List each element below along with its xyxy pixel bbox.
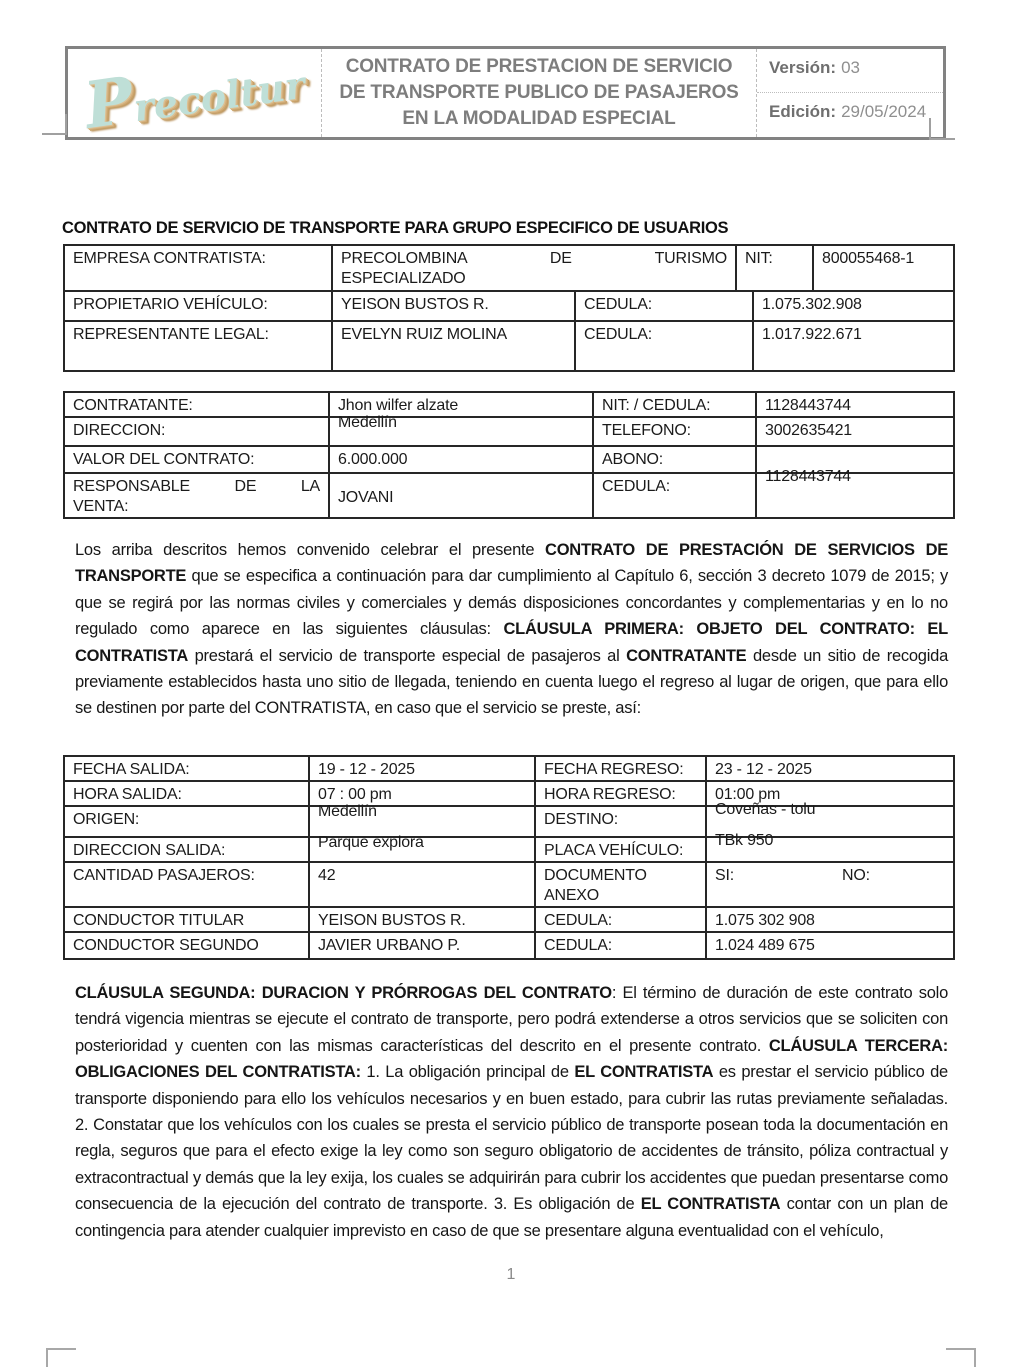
- version-row: [757, 49, 943, 93]
- version-label: Versión:: [769, 58, 837, 77]
- field-value: YEISON BUSTOS R.: [310, 908, 536, 931]
- intro-paragraph: Los arriba descritos hemos convenido celebrar el presente CONTRATO DE PRESTACIÓN DE SERVICIOS DE TRANSPORTE que se especifica a continuación para dar cumplimiento al Capítulo 6, sección 3 decreto 1079 de 2015; y que se regirá por las normas civiles y comerciales y demás disposiciones concordantes y complementarias y en lo no regulado como aparece en las siguientes cláusulas: CLÁUSULA PRIMERA: OBJETO DEL CONTRATO: EL CONTRATISTA prestará el servicio de transporte especial de pasajeros al CONTRATANTE desde un sitio de recogida previamente establecidos hasta uno sitio de llegada, teniendo en cuenta luego el regreso al lugar de origen, que para ello se destinen por parte del CONTRATISTA, en caso que el servicio se preste, así:: [75, 541, 949, 718]
- field-value: 1.075.302.908: [762, 296, 862, 313]
- title-line-1: CONTRATO DE PRESTACION DE SERVICIO: [345, 56, 733, 77]
- field-label: PLACA VEHÍCULO:: [536, 838, 707, 861]
- version-value: 03: [841, 58, 861, 77]
- header-box: [65, 46, 946, 144]
- field-label: CANTIDAD PASAJEROS:: [65, 863, 310, 906]
- field-label: TELEFONO:: [594, 418, 757, 445]
- field-label: HORA SALIDA:: [65, 782, 310, 805]
- field-value: 800055468-1: [822, 250, 915, 267]
- document-title: [321, 49, 757, 137]
- field-label: CEDULA:: [576, 322, 754, 370]
- field-label: CEDULA:: [576, 292, 754, 320]
- field-value: YEISON BUSTOS R.: [333, 292, 576, 320]
- field-value: Medellín: [310, 807, 536, 836]
- table-row-fecha: [65, 757, 953, 782]
- field-value: 19 - 12 - 2025: [310, 757, 536, 780]
- field-label: REPRESENTANTE LEGAL:: [65, 322, 333, 370]
- table-row-direccion: [65, 414, 953, 447]
- field-value: Parque explora: [310, 838, 536, 861]
- field-value: 23 - 12 - 2025: [715, 761, 812, 778]
- client-table: [63, 391, 955, 519]
- field-value: 1.017.922.671: [762, 326, 862, 343]
- no-label: NO:: [841, 867, 870, 884]
- field-value: Coveñas - tolu: [715, 801, 816, 818]
- trip-table: [63, 755, 955, 960]
- clauses-paragraph: CLÁUSULA SEGUNDA: DURACION Y PRÓRROGAS DEL CONTRATO: El término de duración de este contrato solo tendrá vigencia mientras se ejecute el contrato de transporte, pero podrá extenderse a otros servicios que se soliciten con posterioridad y cuenten con las mismas características del descrito en el presente contrato. CLÁUSULA TERCERA: OBLIGACIONES DEL CONTRATISTA: 1. La obligación principal de EL CONTRATISTA es prestar el servicio público de transporte disponiendo para ello los vehículos necesarios y en buen estado, para cubrir las rutas previamente señaladas. 2. Constatar que los vehículos con los cuales se presta el servicio público de transporte posean toda la documentación en regla, seguros que para el efecto exige la ley como son seguro obligatorio de accidentes de tránsito, póliza contractual y extracontractual y demás que la ley exija, los cuales se adquirirán para cubrir los accidentes que puedan presentarse como consecuencia de la ejecución del contrato de transporte. 3. Es obligación de EL CONTRATISTA contar con un plan de contingencia para atender cualquier imprevisto en caso de que se presentare alguna eventualidad con el vehículo,: [75, 984, 949, 1240]
- field-value: JOVANI: [330, 474, 594, 517]
- field-label: FECHA REGRESO:: [536, 757, 707, 780]
- field-value: 3002635421: [765, 422, 852, 439]
- field-label: DOCUMENTO ANEXO: [536, 863, 707, 906]
- field-label: HORA REGRESO:: [536, 782, 707, 805]
- field-value: Medellín: [330, 418, 594, 445]
- table-row-responsable: [65, 468, 953, 517]
- field-label: CONDUCTOR TITULAR: [65, 908, 310, 931]
- table-row-direccion-salida: [65, 832, 953, 863]
- field-value: [333, 246, 737, 290]
- field-value: TBk 950: [715, 832, 774, 849]
- field-value: 07 : 00 pm: [310, 782, 536, 805]
- field-label: DIRECCION SALIDA:: [65, 838, 310, 861]
- table-row-conductor-titular: [65, 908, 953, 933]
- table-row-representante: [65, 322, 953, 370]
- field-value: Jhon wilfer alzate: [330, 393, 594, 416]
- company-name-line-2: ESPECIALIZADO: [341, 270, 466, 287]
- edition-value: 29/05/2024: [841, 102, 927, 121]
- field-label: CEDULA:: [536, 933, 707, 958]
- field-label: CEDULA:: [536, 908, 707, 931]
- field-value: 42: [310, 863, 536, 906]
- field-value: [707, 863, 953, 906]
- precoltur-logo: Precoltur: [80, 61, 308, 144]
- field-value: 01:00 pm: [715, 786, 781, 803]
- crop-mark-bottom-right: [946, 1348, 976, 1367]
- field-label: PROPIETARIO VEHÍCULO:: [65, 292, 333, 320]
- field-label: EMPRESA CONTRATISTA:: [65, 246, 333, 290]
- field-label: DIRECCION:: [65, 418, 330, 445]
- field-value: 1.075 302 908: [715, 912, 815, 929]
- version-cell: [757, 49, 943, 137]
- title-line-3: EN LA MODALIDAD ESPECIAL: [402, 108, 676, 129]
- table-row-conductor-segundo: [65, 933, 953, 958]
- field-label: ABONO:: [594, 447, 757, 472]
- field-label: NIT: / CEDULA:: [594, 393, 757, 416]
- company-name-line-1: PRECOLOMBINA DE TURISMO: [341, 250, 727, 267]
- crop-mark-header-right: [929, 118, 955, 140]
- field-label: RESPONSABLE DE LA VENTA:: [65, 474, 330, 517]
- section-heading: CONTRATO DE SERVICIO DE TRANSPORTE PARA GRUPO ESPECIFICO DE USUARIOS: [62, 219, 729, 237]
- table-row-empresa: [65, 246, 953, 292]
- field-label: CONTRATANTE:: [65, 393, 330, 416]
- field-label: NIT:: [737, 246, 814, 290]
- table-row-propietario: [65, 292, 953, 322]
- field-value: 1128443744: [765, 397, 851, 414]
- field-label: VALOR DEL CONTRATO:: [65, 447, 330, 472]
- si-label: SI:: [715, 867, 734, 884]
- field-label: FECHA SALIDA:: [65, 757, 310, 780]
- field-value: JAVIER URBANO P.: [310, 933, 536, 958]
- edition-label: Edición:: [769, 102, 837, 121]
- field-value: 1.024 489 675: [715, 937, 815, 954]
- table-row-cantidad: [65, 863, 953, 908]
- page-number: 1: [506, 1266, 516, 1283]
- field-value: EVELYN RUIZ MOLINA: [333, 322, 576, 370]
- field-value: 1128443744: [765, 468, 851, 485]
- crop-mark-header-left: [42, 114, 67, 135]
- title-line-2: DE TRANSPORTE PUBLICO DE PASAJEROS: [339, 82, 739, 103]
- field-label: CEDULA:: [594, 474, 757, 517]
- field-label: ORIGEN:: [65, 807, 310, 836]
- field-label: DESTINO:: [536, 807, 707, 836]
- crop-mark-bottom-left: [46, 1348, 76, 1367]
- logo-cell: [68, 49, 321, 144]
- edition-row: [757, 93, 943, 137]
- company-table: [63, 244, 955, 372]
- field-label: CONDUCTOR SEGUNDO: [65, 933, 310, 958]
- field-value: 6.000.000: [330, 447, 594, 472]
